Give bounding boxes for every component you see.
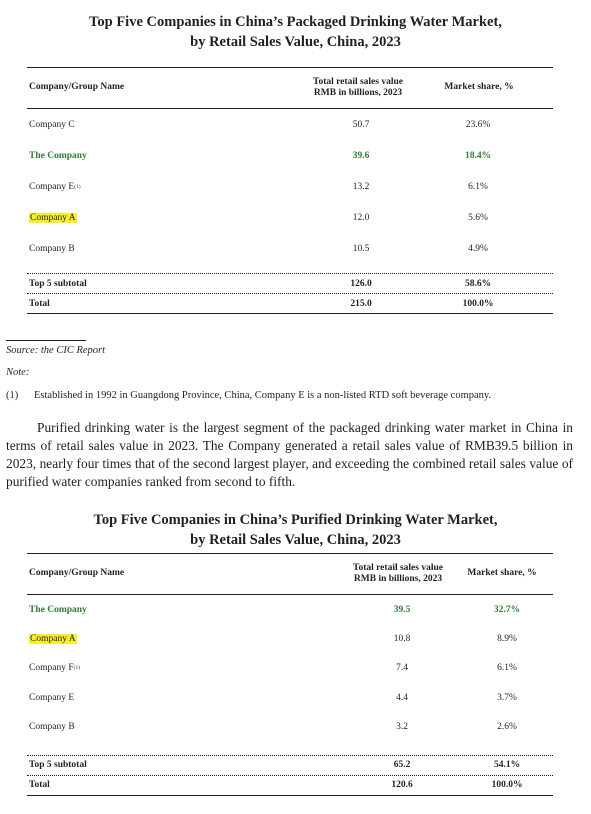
row-name: Total bbox=[29, 780, 50, 791]
bottom-rule bbox=[27, 313, 553, 314]
row-name-cell bbox=[29, 274, 87, 293]
row-share: 6.1% bbox=[468, 181, 488, 192]
footnote-text: Established in 1992 in Guangdong Province, China, Company E is a non-listed RTD soft beverage company. bbox=[34, 390, 492, 401]
row-name-cell bbox=[29, 624, 77, 653]
table1-header bbox=[27, 68, 553, 108]
table1-title-line1: Top Five Companies in China’s Packaged Drinking Water Market, bbox=[89, 14, 502, 30]
row-name-cell bbox=[29, 202, 77, 233]
footnote bbox=[6, 390, 591, 401]
table-row bbox=[27, 140, 553, 171]
row-value: 50.7 bbox=[352, 119, 370, 130]
table1-col-value-line1: Total retail sales value bbox=[313, 77, 403, 87]
row-value: 10.8 bbox=[393, 634, 411, 645]
row-name-cell bbox=[29, 756, 87, 775]
table2 bbox=[27, 553, 553, 796]
table-row bbox=[27, 654, 553, 683]
row-value: 4.4 bbox=[396, 692, 408, 703]
subtotal-row bbox=[27, 756, 553, 775]
table2-title-line2: by Retail Sales Value, China, 2023 bbox=[190, 532, 401, 548]
footnote-marker: (1) bbox=[74, 183, 81, 190]
row-share: 3.7% bbox=[497, 692, 517, 703]
row-share: 6.1% bbox=[497, 663, 517, 674]
table1-title bbox=[0, 12, 591, 52]
row-name: Total bbox=[29, 298, 50, 309]
bottom-rule bbox=[27, 795, 553, 796]
table1 bbox=[27, 67, 553, 314]
footnote-marker: (1) bbox=[73, 665, 81, 672]
row-name: Company A bbox=[30, 212, 76, 223]
row-value: 126.0 bbox=[350, 278, 372, 289]
source-rule bbox=[6, 340, 86, 341]
table2-col-value-line2: RMB in billions, 2023 bbox=[353, 574, 443, 584]
row-name: Company B bbox=[29, 243, 75, 254]
row-value: 13.2 bbox=[352, 181, 370, 192]
row-share: 58.6% bbox=[464, 278, 492, 289]
table-row bbox=[27, 683, 553, 712]
row-share: 5.6% bbox=[468, 212, 488, 223]
table2-title bbox=[0, 510, 591, 550]
row-share: 54.1% bbox=[493, 760, 521, 771]
table-row bbox=[27, 233, 553, 264]
footnote-number: (1) bbox=[6, 390, 19, 401]
row-name-cell bbox=[29, 109, 75, 140]
row-name-cell bbox=[29, 683, 74, 712]
table2-col-share: Market share, % bbox=[467, 568, 537, 578]
row-value: 39.6 bbox=[352, 150, 370, 161]
table1-col-share: Market share, % bbox=[444, 82, 514, 92]
table-row bbox=[27, 171, 553, 202]
table1-title-line2: by Retail Sales Value, China, 2023 bbox=[190, 34, 401, 50]
row-value: 10.5 bbox=[352, 243, 370, 254]
total-row bbox=[27, 776, 553, 795]
body-paragraph: Purified drinking water is the largest segment of the packaged drinking water market in China in terms of retail sales value in 2023. The Company generated a retail sales value of RMB39.5 billion in 2023, nearly four times that of the second largest player, and exceeding the combined retail sales value of purified water companies ranked from second to fifth. bbox=[6, 420, 573, 489]
row-name-cell bbox=[29, 171, 81, 202]
row-share: 2.6% bbox=[497, 722, 517, 733]
row-value: 39.5 bbox=[393, 604, 411, 615]
table1-col-value-line2: RMB in billions, 2023 bbox=[313, 88, 403, 98]
row-share: 23.6% bbox=[465, 119, 491, 130]
row-name-cell bbox=[29, 713, 75, 742]
row-name: The Company bbox=[29, 604, 87, 615]
table-row bbox=[27, 202, 553, 233]
row-value: 120.6 bbox=[391, 780, 413, 791]
row-share: 100.0% bbox=[462, 298, 494, 309]
table-row bbox=[27, 713, 553, 742]
row-value: 7.4 bbox=[396, 663, 408, 674]
table-row bbox=[27, 109, 553, 140]
row-name-cell bbox=[29, 233, 75, 264]
spacer bbox=[27, 742, 553, 755]
table1-col-name: Company/Group Name bbox=[29, 82, 125, 92]
row-name-cell bbox=[29, 654, 80, 683]
table1-col-value bbox=[293, 77, 423, 99]
table2-title-line1: Top Five Companies in China’s Purified Drinking Water Market, bbox=[93, 512, 498, 528]
row-name-cell bbox=[29, 776, 50, 795]
row-name: Company E bbox=[29, 692, 75, 703]
row-name: Company F bbox=[29, 663, 74, 674]
row-name-cell bbox=[29, 595, 87, 624]
row-name: Company A bbox=[30, 634, 76, 645]
row-name: Company E bbox=[29, 181, 75, 192]
subtotal-row bbox=[27, 274, 553, 293]
row-share: 8.9% bbox=[497, 634, 517, 645]
row-name: Company B bbox=[29, 722, 75, 733]
table-row bbox=[27, 624, 553, 653]
row-share: 18.4% bbox=[464, 150, 492, 161]
row-share: 4.9% bbox=[468, 243, 488, 254]
row-name: Top 5 subtotal bbox=[29, 760, 87, 771]
row-name: Top 5 subtotal bbox=[29, 278, 87, 289]
table1-body bbox=[27, 109, 553, 314]
table-row bbox=[27, 595, 553, 624]
table2-col-value-line1: Total retail sales value bbox=[353, 563, 443, 573]
table2-header bbox=[27, 554, 553, 594]
row-value: 65.2 bbox=[393, 760, 411, 771]
row-name-cell bbox=[29, 140, 87, 171]
row-value: 12.0 bbox=[352, 212, 370, 223]
table2-col-value bbox=[333, 563, 463, 585]
row-share: 100.0% bbox=[491, 780, 523, 791]
total-row bbox=[27, 294, 553, 313]
row-value: 3.2 bbox=[396, 722, 408, 733]
row-name: The Company bbox=[29, 150, 87, 161]
row-share: 32.7% bbox=[493, 604, 521, 615]
source-text: Source: the CIC Report bbox=[6, 345, 106, 356]
spacer bbox=[27, 264, 553, 273]
row-name: Company C bbox=[29, 119, 75, 130]
note-label: Note: bbox=[6, 367, 30, 378]
table2-col-name: Company/Group Name bbox=[29, 568, 125, 578]
row-name-cell bbox=[29, 294, 50, 313]
row-value: 215.0 bbox=[350, 298, 372, 309]
table2-body bbox=[27, 595, 553, 796]
